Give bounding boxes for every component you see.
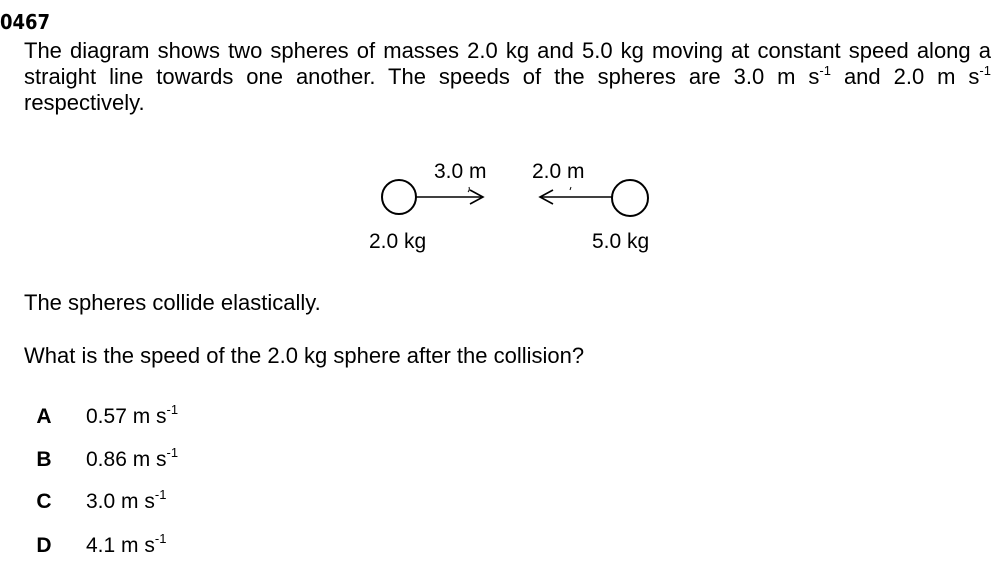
left-speed-label: 3.0 m [434,160,487,183]
option-c-value: 3.0 m s [86,490,155,513]
option-c-sup: -1 [154,487,167,502]
right-speed-label: 2.0 m [532,160,585,183]
intro-line-2a: straight line towards one another. The speeds of the spheres are 3.0 m s [24,64,820,89]
option-b-sup: -1 [166,445,179,460]
option-a-letter: A [36,405,52,428]
option-b-letter: B [36,448,52,471]
intro-sup-1: -1 [819,63,831,78]
option-d-letter: D [36,534,52,557]
option-b-value: 0.86 m s [86,448,167,471]
option-d-value: 4.1 m s [86,534,155,557]
intro-line-1: The diagram shows two spheres of masses 2.0 kg and 5.0 kg moving at constant speed along a [24,38,991,63]
option-d-text [86,531,167,558]
right-mass-label: 5.0 kg [592,230,650,253]
intro-line-3: respectively. [24,90,145,115]
intro-sup-2: -1 [979,63,991,78]
left-mass-label: 2.0 kg [369,230,427,253]
option-a-text [86,402,179,429]
option-d-sup: -1 [154,531,167,546]
collision-statement: The spheres collide elastically. [24,290,321,315]
option-b-text [86,445,179,472]
question-prompt: What is the speed of the 2.0 kg sphere after the collision? [24,343,585,368]
left-sphere [382,180,416,214]
option-c-text [86,487,167,514]
intro-line-2b: and 2.0 m s [830,64,980,89]
stray-mark-1 [468,187,469,192]
stray-mark-2 [570,187,571,190]
option-a-value: 0.57 m s [86,405,167,428]
option-a-sup: -1 [166,402,179,417]
question-number: 0467 [0,10,51,34]
option-c-letter: C [36,490,52,513]
right-sphere [612,180,648,216]
